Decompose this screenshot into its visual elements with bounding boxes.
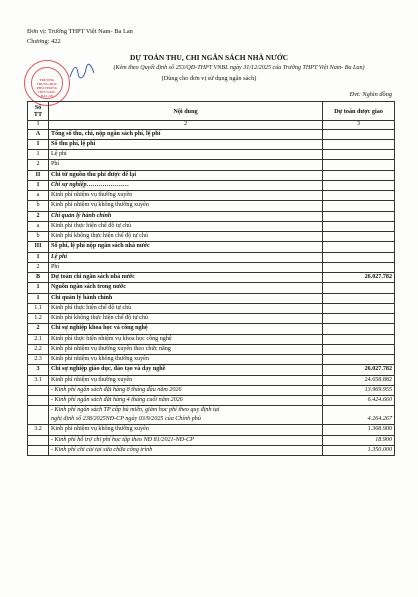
row-content-text: Chi quản lý hành chính [51,294,113,301]
row-content [49,273,323,283]
row-content [49,314,323,324]
row-content [49,375,323,385]
row-content-text: Phí [51,263,60,270]
document-subtitle: (Kèm theo Quyết định số 253/QĐ-THPT VNBL ngày 31/12/2025 của Trường THPT Việt Nam- Ba Lan) [113,65,365,71]
row-content-text: Kinh phí nhiệm vụ thường xuyên [51,376,133,383]
row-stt: A [28,129,49,139]
row-stt: I [28,139,49,149]
table-row [28,201,395,211]
row-content-text: Kinh phí thực hiện nhiệm vụ khoa học công nghệ [51,335,172,342]
row-value [323,160,395,170]
table-row [28,375,395,385]
row-content [49,344,323,354]
table-row [28,211,395,221]
table-row [28,385,395,395]
row-value [323,314,395,324]
row-value [323,283,395,293]
stamp-text: TRƯỜNG TRUNG HỌC PHỔ THÔNG VIỆT NAM - BA LAN [36,78,58,98]
row-stt: 1 [28,252,49,262]
row-stt: B [28,273,49,283]
row-content [49,324,323,334]
row-stt: 3.2 [28,425,49,435]
row-content-text: Kinh phí nhiệm vụ thường xuyên theo chức năng [51,345,171,352]
row-stt: a [28,221,49,231]
row-content-text: - Kinh phí ngân sách TP cấp bù miễn, giảm học phí theo quy định tại [51,407,220,414]
row-content-text: - Kinh phí hỗ trợ chi phí học tập theo NĐ 81/2021-NĐ-CP [51,436,194,443]
row-content-text: Chi từ nguồn thu phí được để lại [51,171,137,178]
budget-table [27,101,395,456]
unit-line: Đơn vị: Trường THPT Việt Nam- Ba Lan [27,28,133,35]
table-header-row [28,102,395,121]
row-stt: 2.1 [28,334,49,344]
row-value [323,355,395,365]
row-content-text: nghị định số 238/2025NĐ-CP ngày 03/9/2025 của Chính phủ [51,416,201,423]
row-value [323,139,395,149]
row-stt: 2 [28,324,49,334]
row-content [49,406,323,425]
table-row [28,273,395,283]
row-value: 18.900 [323,435,395,445]
table-row [28,355,395,365]
table-row [28,435,395,445]
row-content [49,385,323,395]
table-row [28,170,395,180]
row-content [49,180,323,190]
row-value [323,170,395,180]
row-content-text: Tổng số thu, chi, nộp ngân sách phí, lệ phí [51,130,161,137]
row-value [323,232,395,242]
row-value [323,201,395,211]
header-value: Dự toán được giao [323,102,395,121]
row-value: 26.027.782 [323,365,395,375]
table-row [28,425,395,435]
row-value [323,211,395,221]
row-stt: 3.1 [28,375,49,385]
row-content [49,435,323,445]
row-content [49,334,323,344]
table-row [28,180,395,190]
row-stt [28,435,49,445]
header-stt: Số TT [28,102,49,121]
row-content-text: Lệ phí [51,151,67,158]
row-content-text: - Kinh phí chi cải tại sửa chữa công trình [51,446,153,453]
row-stt: 1 [28,150,49,160]
row-value [323,262,395,272]
table-row [28,221,395,231]
row-content [49,396,323,406]
row-content [49,242,323,252]
row-stt: 2 [28,262,49,272]
row-content-text: Chi sự nghiệp khoa học và công nghệ [51,325,148,332]
row-content [49,160,323,170]
row-value: 1.368.900 [323,425,395,435]
column-number: 1 [28,121,49,130]
table-row [28,303,395,313]
row-content [49,139,323,149]
row-value [323,324,395,334]
column-number-row [28,121,395,130]
row-content [49,221,323,231]
row-stt: 1.1 [28,303,49,313]
row-value: 13.969.955 [323,385,395,395]
row-content-text: - Kinh phí ngân sách đặt hàng 8 tháng đầu năm 2026 [51,386,182,393]
row-content [49,355,323,365]
row-stt: 2 [28,160,49,170]
row-stt: 1.2 [28,314,49,324]
row-value [323,344,395,354]
document-title: DỰ TOÁN THU, CHI NGÂN SÁCH NHÀ NƯỚC [130,53,288,62]
row-stt: III [28,242,49,252]
table-row [28,314,395,324]
row-stt [28,445,49,455]
row-content-text: Kinh phí không thực hiện chế độ tự chủ [51,233,148,240]
row-content-text: Kinh phí thực hiện chế độ tự chủ [51,222,132,229]
row-content [49,303,323,313]
row-stt: 2 [28,211,49,221]
row-content [49,365,323,375]
column-number: 2 [49,121,323,130]
row-content [49,150,323,160]
row-value [323,293,395,303]
row-content-text: Kinh phí nhiệm vụ không thường xuyên [51,426,149,433]
row-value: 4.264.267 [323,406,395,425]
table-row [28,334,395,344]
row-content [49,283,323,293]
table-row [28,262,395,272]
row-content-text: Kinh phí không thực hiện chế độ tự chủ [51,315,148,322]
row-content-text: Chi quản lý hành chính [51,212,112,219]
table-row [28,139,395,149]
row-content [49,425,323,435]
table-row [28,406,395,425]
row-value [323,334,395,344]
row-content-text: Kinh phí thực hiện chế độ tự chủ [51,304,132,311]
table-row [28,324,395,334]
column-number: 3 [323,121,395,130]
unit-note: Đvt: Nghìn đồng [349,91,392,98]
row-value [323,150,395,160]
table-row [28,445,395,455]
table-row [28,191,395,201]
row-content-text: Kinh phí nhiệm vụ không thường xuyên [51,202,149,209]
table-row [28,344,395,354]
row-content-text: Chi sự nghiệp giáo dục, đào tạo và dạy nghề [51,366,166,373]
chapter-line: Chương: 422 [27,38,61,45]
row-stt: 2.3 [28,355,49,365]
row-content [49,129,323,139]
table-row [28,283,395,293]
usage-note: (Dùng cho đơn vị sử dụng ngân sách) [161,75,257,82]
row-content-text: Lệ phí [51,253,68,260]
row-stt: 2.2 [28,344,49,354]
row-value [323,252,395,262]
row-content-text: Chi sự nghiệp………………… [51,181,130,188]
table-row [28,293,395,303]
table-row [28,396,395,406]
row-content [49,211,323,221]
row-content [49,170,323,180]
row-value: 24.658.882 [323,375,395,385]
row-content [49,252,323,262]
header-content: Nội dung [49,102,323,121]
row-content [49,191,323,201]
row-value [323,303,395,313]
row-content-text: Kinh phí nhiệm vụ thường xuyên [51,192,133,199]
row-stt: 3 [28,365,49,375]
row-content [49,201,323,211]
row-stt [28,406,49,425]
row-content [49,262,323,272]
row-value: 1.350.000 [323,445,395,455]
row-content-text: Dự toán chi ngân sách nhà nước [51,274,135,281]
row-value: 6.424.660 [323,396,395,406]
row-value [323,180,395,190]
row-content-text: Nguồn ngân sách trong nước [51,284,126,291]
row-content [49,232,323,242]
row-content-text: Kinh phí nhiệm vụ không thường xuyên [51,356,149,363]
row-content-text: - Kinh phí ngân sách đặt hàng 4 tháng cuối năm 2026 [51,397,183,404]
table-row [28,242,395,252]
row-stt [28,385,49,395]
table-row [28,150,395,160]
row-value: 26.027.782 [323,273,395,283]
row-value [323,242,395,252]
row-content-text: Số phí, lệ phí nộp ngân sách nhà nước [51,243,150,250]
table-row [28,160,395,170]
row-stt [28,396,49,406]
row-content [49,445,323,455]
row-stt: 1 [28,180,49,190]
table-row [28,129,395,139]
row-stt: a [28,191,49,201]
table-row [28,232,395,242]
row-content-text: Số thu phí, lệ phí [51,140,96,147]
table-row [28,252,395,262]
row-content [49,293,323,303]
row-stt: b [28,201,49,211]
row-value [323,191,395,201]
row-stt: b [28,232,49,242]
row-stt: 1 [28,293,49,303]
row-value [323,129,395,139]
row-stt: 1 [28,283,49,293]
row-stt: II [28,170,49,180]
row-content-text: Phí [51,161,60,168]
row-value [323,221,395,231]
table-row [28,365,395,375]
